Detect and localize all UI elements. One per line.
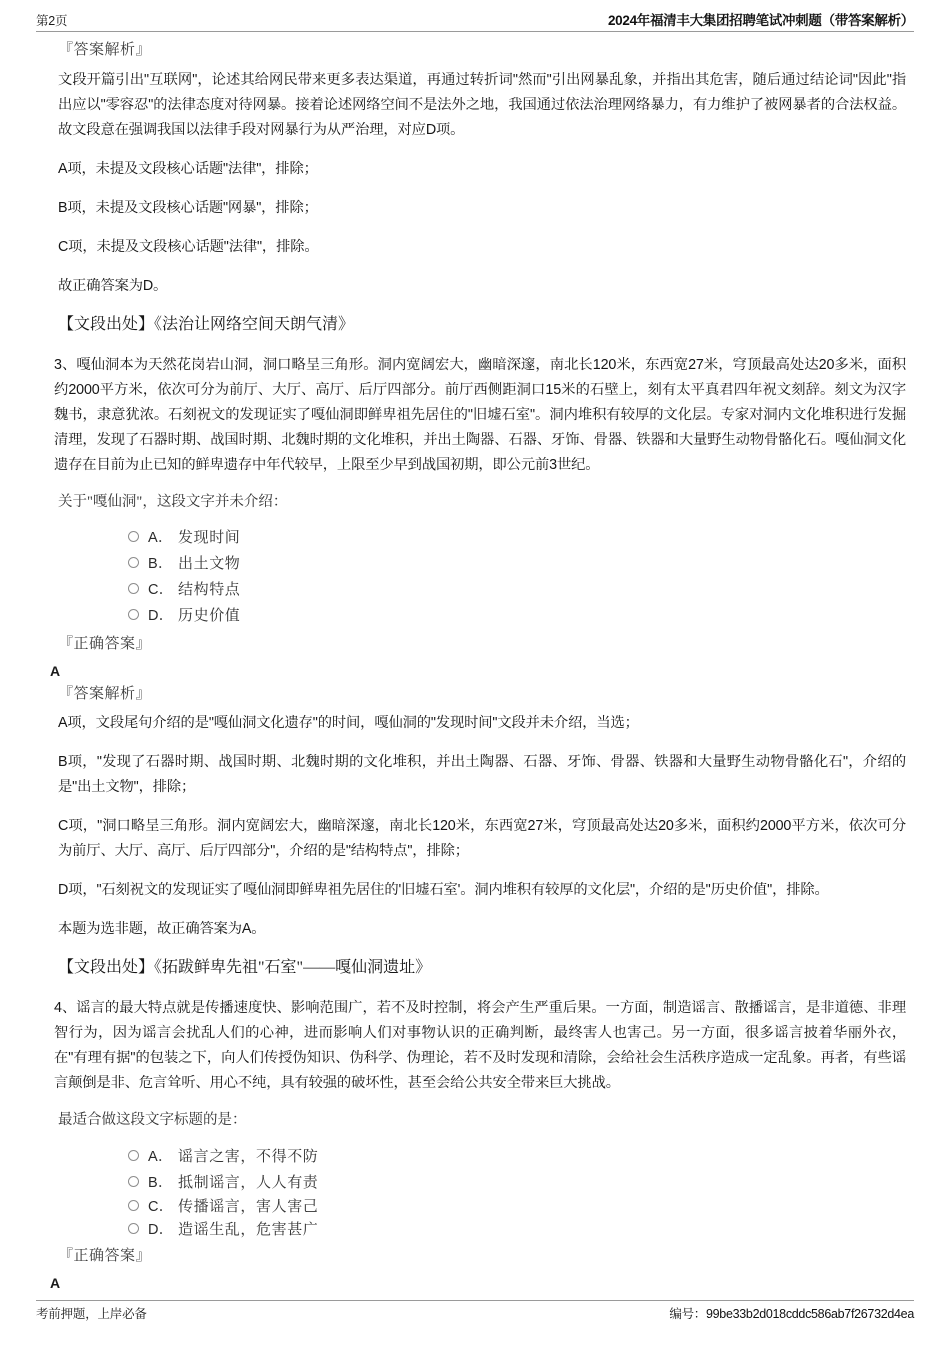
footer-slogan: 考前押题，上岸必备 — [36, 1307, 147, 1321]
option-letter: A． — [148, 530, 173, 547]
page-footer — [36, 1300, 914, 1324]
radio-button-icon[interactable] — [128, 531, 139, 542]
correct-answer-value-3: A — [50, 662, 61, 679]
option-row-c[interactable] — [128, 1194, 916, 1217]
analysis-paragraph: A项，未提及文段核心话题"法律"，排除； — [58, 160, 318, 177]
correct-answer-heading-3: 『正确答案』 — [58, 635, 152, 652]
correct-answer-value-4: A — [50, 1275, 61, 1292]
footer-document-code: 编号：99be33b2d018cddc586ab7f26732d4ea — [669, 1307, 914, 1321]
analysis-heading-3: 『答案解析』 — [58, 685, 152, 702]
analysis-paragraph: 本题为选非题，故正确答案为A。 — [58, 921, 266, 938]
analysis-paragraph: 故正确答案为D。 — [58, 277, 168, 294]
options-list-3 — [36, 524, 916, 628]
document-content — [36, 40, 916, 1296]
analysis-paragraph: 文段开篇引出"互联网"，论述其给网民带来更多表达渠道，再通过转折词"然而"引出网暴乱象，并指出其危害，随后通过结论词"因此"指出应以"零容忍"的法律态度对待网暴。接着论述网络空间不是法外之地，我国通过依法治理网络暴力，有力维护了被网暴者的合法权益。故文段意在强调我国以法律手段对网暴行为从严治理，对应D项。 — [58, 71, 906, 138]
option-text: 抵制谣言，人人有责 — [178, 1174, 319, 1191]
analysis-paragraph: C项，未提及文段核心话题"法律"，排除。 — [58, 238, 319, 255]
option-text: 历史价值 — [178, 608, 241, 625]
option-letter: D． — [148, 608, 174, 625]
question-prompt-4: 最适合做这段文字标题的是： — [58, 1112, 247, 1129]
page-header — [36, 8, 914, 32]
option-letter: A． — [148, 1148, 173, 1165]
question-stem-3: 3、嘎仙洞本为天然花岗岩山洞，洞口略呈三角形。洞内宽阔宏大，幽暗深邃，南北长120米，东西宽27米，穹顶最高处达20多米，面积约2000平方米，依次可分为前厅、大厅、高厅、后厅四部分。前厅西侧距洞口15米的石壁上，刻有太平真君四年祝文刻辞。刻文为汉字魏书，隶意犹浓。石刻祝文的发现证实了嘎仙洞即鲜卑祖先居住的"旧墟石室"。洞内堆积有较厚的文化层。专家对洞内文化堆积进行发掘清理，发现了石器时期、战国时期、北魏时期的文化堆积，并出土陶器、石器、牙饰、骨器、铁器和大量野生动物骨骼化石。嘎仙洞文化遗存在目前为止已知的鲜卑遗存中年代较早，上限至少早到战国初期，即公元前3世纪。 — [54, 356, 906, 473]
radio-button-icon[interactable] — [128, 1176, 139, 1187]
option-text: 传播谣言，害人害己 — [178, 1199, 319, 1216]
option-row-a[interactable] — [128, 524, 916, 550]
radio-button-icon[interactable] — [128, 1200, 139, 1211]
option-text: 结构特点 — [178, 582, 241, 599]
option-row-a[interactable] — [128, 1142, 916, 1168]
option-text: 发现时间 — [178, 530, 241, 547]
options-list-4 — [36, 1142, 916, 1240]
page-number-label: 第2页 — [36, 14, 68, 28]
option-row-b[interactable] — [128, 550, 916, 576]
radio-button-icon[interactable] — [128, 557, 139, 568]
question-prompt-3: 关于"嘎仙洞"，这段文字并未介绍： — [58, 493, 288, 510]
option-letter: C． — [148, 582, 174, 599]
analysis-paragraph: B项，"发现了石器时期、战国时期、北魏时期的文化堆积，并出土陶器、石器、牙饰、骨器、铁器和大量野生动物骨骼化石"，介绍的是"出土文物"，排除； — [58, 754, 906, 796]
analysis-heading-q2: 『答案解析』 — [58, 42, 152, 58]
radio-button-icon[interactable] — [128, 1223, 139, 1234]
analysis-paragraph: B项，未提及文段核心话题"网暴"，排除； — [58, 199, 318, 216]
radio-button-icon[interactable] — [128, 583, 139, 594]
option-letter: C． — [148, 1199, 174, 1216]
source-citation-q2: 【文段出处】《法治让网络空间天朗气清》 — [58, 315, 355, 333]
analysis-paragraph: C项，"洞口略呈三角形。洞内宽阔宏大，幽暗深邃，南北长120米，东西宽27米，穹顶最高处达20多米，面积约2000平方米，依次可分为前厅、大厅、高厅、后厅四部分"，介绍的是"结构特点"，排除； — [58, 818, 906, 860]
source-citation-3: 【文段出处】《拓跋鲜卑先祖"石室"——嘎仙洞遗址》 — [58, 959, 432, 977]
document-title: 2024年福清丰大集团招聘笔试冲刺题（带答案解析） — [607, 13, 914, 28]
option-text: 造谣生乱，危害甚广 — [178, 1222, 319, 1239]
option-row-b[interactable] — [128, 1168, 916, 1194]
option-row-d[interactable] — [128, 1217, 916, 1240]
analysis-paragraph: A项，文段尾句介绍的是"嘎仙洞文化遗存"的时间，嘎仙洞的"发现时间"文段并未介绍，当选； — [58, 715, 639, 732]
option-letter: B． — [148, 1174, 173, 1191]
radio-button-icon[interactable] — [128, 1150, 139, 1161]
option-text: 出土文物 — [178, 556, 241, 573]
option-letter: D． — [148, 1222, 174, 1239]
analysis-paragraph: D项，"石刻祝文的发现证实了嘎仙洞即鲜卑祖先居住的'旧墟石室'。洞内堆积有较厚的文化层"，介绍的是"历史价值"，排除。 — [58, 882, 829, 899]
option-row-c[interactable] — [128, 576, 916, 602]
option-letter: B． — [148, 556, 173, 573]
radio-button-icon[interactable] — [128, 609, 139, 620]
option-text: 谣言之害，不得不防 — [178, 1148, 319, 1165]
correct-answer-heading-4: 『正确答案』 — [58, 1248, 152, 1265]
option-row-d[interactable] — [128, 602, 916, 628]
question-stem-4: 4、谣言的最大特点就是传播速度快、影响范围广，若不及时控制，将会产生严重后果。一方面，制造谣言、散播谣言，是非道德、非理智行为，因为谣言会扰乱人们的心神，进而影响人们对事物认识的正确判断，最终害人也害己。另一方面，很多谣言披着华丽外衣，在"有理有据"的包装之下，向人们传授伪知识、伪科学、伪理论，若不及时发现和清除，会给社会生活秩序造成一定乱象。再者，有些谣言颠倒是非、危言耸听、用心不纯，具有较强的破坏性，甚至会给公共安全带来巨大挑战。 — [54, 1000, 906, 1092]
